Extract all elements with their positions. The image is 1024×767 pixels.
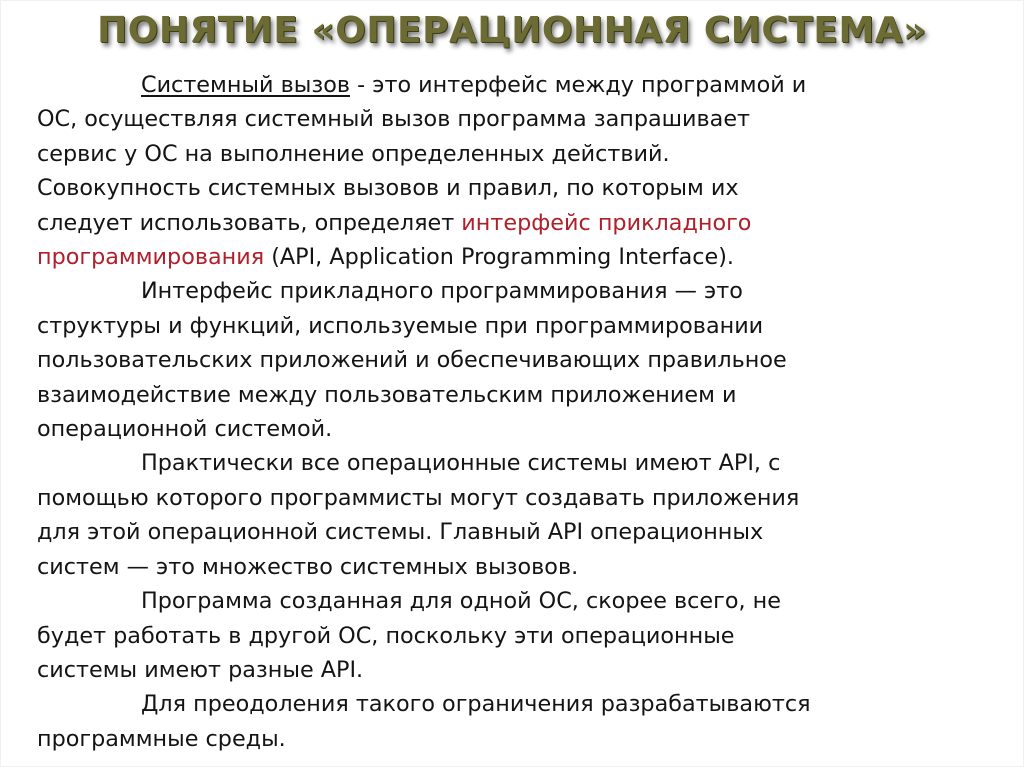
paragraph-5-line-2: программные среды. — [37, 725, 286, 752]
paragraph-2-line-4: взаимодействие между пользовательским приложением и — [37, 381, 737, 408]
text-segment: - это интерфейс между программой и — [350, 72, 807, 98]
paragraph-1-line-4: Совокупность системных вызовов и правил, по которым их — [37, 175, 739, 202]
paragraph-4-line-3: системы имеют разные API. — [37, 656, 364, 683]
term-system-call: Системный вызов — [141, 72, 350, 98]
paragraph-5-line-1: Для преодоления такого ограничения разрабатываются — [141, 691, 811, 718]
paragraph-1-line-2: ОС, осуществляя системный вызов программа запрашивает — [37, 106, 751, 133]
slide-body — [37, 68, 977, 756]
api-term-link-cont[interactable]: программирования — [37, 244, 265, 271]
api-term-link[interactable]: интерфейс прикладного — [461, 209, 752, 236]
paragraph-2-line-3: пользовательских приложений и обеспечивающих правильное — [37, 347, 787, 374]
text-segment: (API, Application Programming Interface). — [264, 244, 735, 271]
paragraph-4-line-1: Программа созданная для одной ОС, скорее всего, не — [141, 588, 781, 615]
paragraph-2-line-1: Интерфейс прикладного программирования — это — [141, 278, 743, 305]
slide-title: ПОНЯТИЕ «ОПЕРАЦИОННАЯ СИСТЕМА» — [97, 10, 927, 51]
paragraph-3-line-1: Практически все операционные системы имеют API, с — [141, 450, 781, 477]
paragraph-1-line-1 — [37, 68, 977, 102]
paragraph-3-line-2: помощью которого программисты могут создавать приложения — [37, 484, 800, 511]
text-segment: следует использовать, определяет — [37, 209, 462, 236]
paragraph-2-line-5: операционной системой. — [37, 416, 333, 443]
paragraph-3-line-4: систем — это множество системных вызовов. — [37, 553, 579, 580]
paragraph-1-line-5 — [37, 206, 977, 240]
paragraph-4-line-2: будет работать в другой ОС, поскольку эти операционные — [37, 622, 735, 649]
paragraph-1-line-3: сервис у ОС на выполнение определенных действий. — [37, 140, 670, 167]
paragraph-1-line-6 — [37, 240, 977, 274]
paragraph-3-line-3: для этой операционной системы. Главный API операционных — [37, 519, 764, 546]
paragraph-2-line-2: структуры и функций, используемые при программировании — [37, 312, 764, 339]
